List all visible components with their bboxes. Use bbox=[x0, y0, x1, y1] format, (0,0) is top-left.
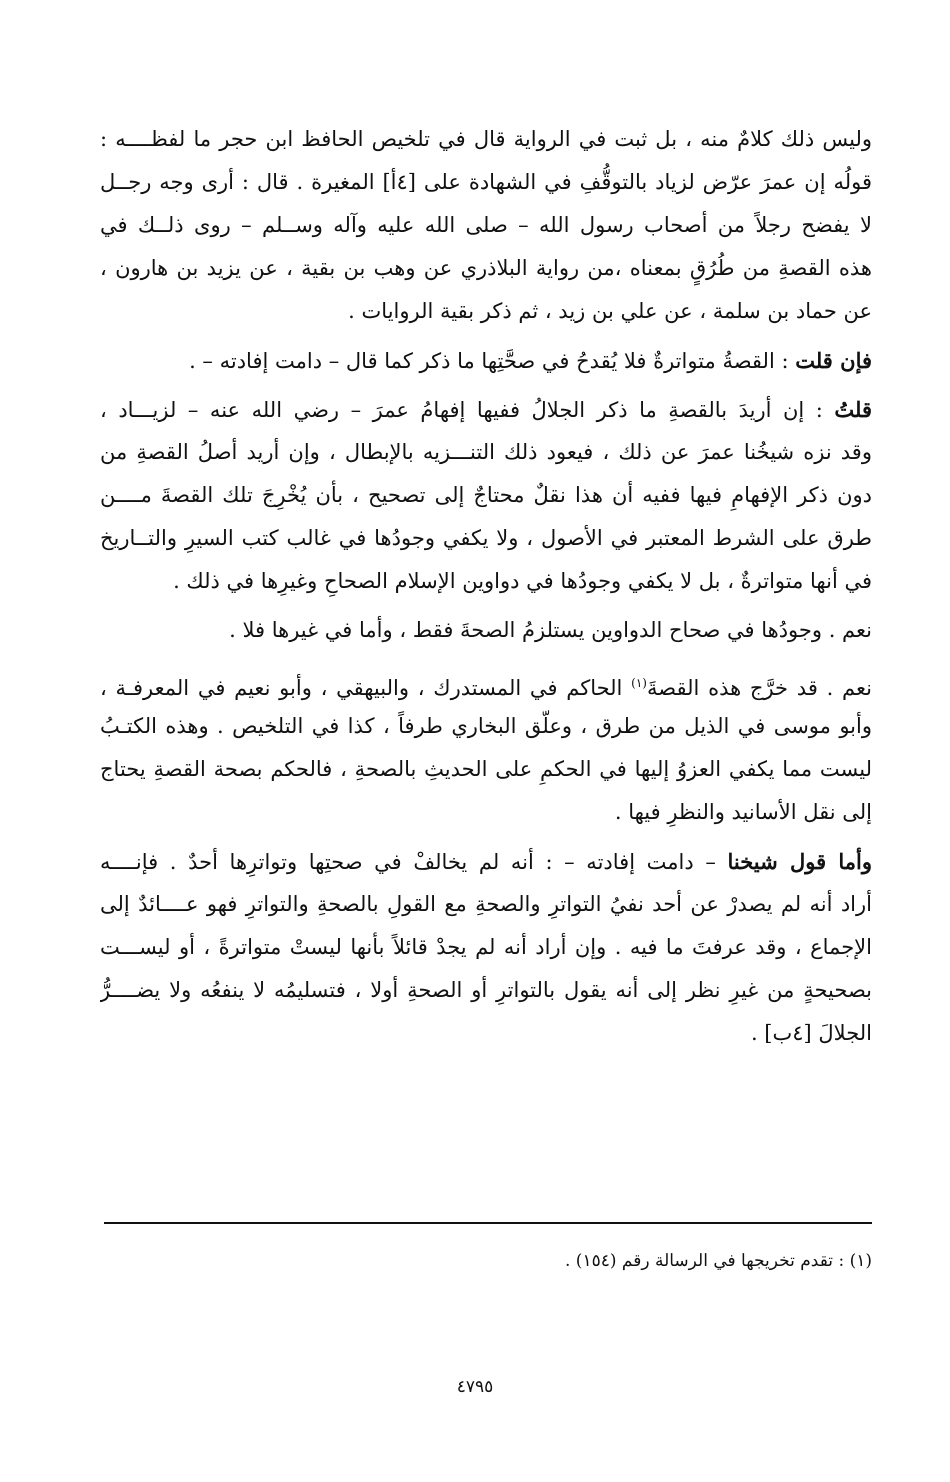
text-line: لا يفضح رجلاً من أصحاب رسول الله – صلى الله عليه وآله وســلم – روى ذلــك في bbox=[100, 213, 872, 237]
text-line: ليست مما يكفي العزوُ إليها في الحكمِ على الحديثِ بالصحةِ ، فالحكم بصحة القصةِ يحتاج bbox=[100, 757, 872, 781]
text-line: نعم . وجودُها في صحاح الدواوين يستلزمُ الصحةَ فقط ، وأما في غيرها فلا . bbox=[229, 618, 872, 642]
text-line bbox=[100, 388, 872, 431]
text-line bbox=[100, 339, 872, 382]
footnote-reference: (١) bbox=[631, 676, 647, 690]
text-line: بصحيحةٍ من غيرِ نظر إلى أنه يقول بالتواترِ أو الصحةِ أولا ، فتسليمُه لا ينفعُه ولا يضــــرُّ bbox=[100, 978, 872, 1002]
page-number: ٤٧٩٥ bbox=[456, 1377, 494, 1397]
text-run: : إن أريدَ بالقصةِ ما ذكر الجلالُ ففيها إفهامُ عمرَ – رضي الله عنه – لزيـــاد ، bbox=[100, 398, 835, 422]
text-line: وأبو موسى في الذيل من طرق ، وعلّق البخاري طرفاً ، كذا في التلخيص . وهذه الكتـبُ bbox=[100, 714, 872, 738]
text-line: عن حماد بن سلمة ، عن علي بن زيد ، ثم ذكر بقية الروايات . bbox=[348, 299, 872, 323]
text-line bbox=[100, 840, 872, 883]
paragraph-1 bbox=[100, 118, 872, 333]
text-line: الجلالَ [٤ب] . bbox=[750, 1021, 872, 1045]
text-line: هذه القصةِ من طُرُقٍ بمعناه ،من رواية البلاذري عن وهب بن بقية ، عن يزيد بن هارون ، bbox=[100, 256, 872, 280]
text-line: أراد أنه لم يصدرْ عن أحد نفيُ التواترِ والصحةِ مع القولِ بالصحةِ والتواترِ فهو عــــائدٌ إلى bbox=[100, 892, 872, 916]
text-run: نعم . قد خرَّج هذه القصةَ bbox=[646, 676, 872, 700]
text-line: في أنها متواترةٌ ، بل لا يكفي وجودُها في دواوين الإسلام الصحاحِ وغيرِها في ذلك . bbox=[173, 569, 872, 593]
paragraph-5 bbox=[100, 662, 872, 834]
text-line: الإجماع ، وقد عرفتَ ما فيه . وإن أراد أنه لم يجدْ قائلاً بأنها ليستْ متواترةً ، أو ليســـت bbox=[100, 935, 872, 959]
paragraph-4 bbox=[100, 609, 872, 652]
text-line: وليس ذلك كلامٌ منه ، بل ثبت في الرواية قال في تلخيص الحافظ ابن حجر ما لفظــــه : bbox=[100, 127, 872, 151]
text-run: الحاكم في المستدرك ، والبيهقي ، وأبو نعيم في المعرفـة ، bbox=[100, 676, 632, 700]
text-line: طرق على الشرط المعتبر في الأصول ، ولا يكفي وجودُها في غالب كتب السيرِ والتــاريخ bbox=[100, 526, 872, 550]
bold-lead: فإن قلت bbox=[795, 348, 872, 373]
text-run: : القصةُ متواترةٌ فلا يُقدحُ في صحَّتِها ما ذكر كما قال – دامت إفادته – . bbox=[189, 349, 796, 373]
bold-lead: وأما قول شيخنا bbox=[727, 849, 872, 874]
bold-lead: قلتُ bbox=[834, 397, 872, 422]
text-line: إلى نقل الأسانيد والنظرِ فيها . bbox=[614, 800, 872, 824]
text-run: – دامت إفادته – : أنه لم يخالفْ في صحتِها وتواترِها أحدٌ . فإنــــه bbox=[100, 850, 728, 874]
paragraph-2 bbox=[100, 339, 872, 382]
page-body bbox=[100, 118, 872, 1055]
text-line: دون ذكر الإفهامِ فيها ففيه أن هذا نقلٌ محتاجٌ إلى تصحيح ، بأن يُخْرِجَ تلك القصةَ مــــن bbox=[100, 483, 872, 507]
footnote: (١) : تقدم تخريجها في الرسالة رقم (١٥٤) . bbox=[565, 1251, 872, 1271]
text-line bbox=[100, 662, 872, 705]
paragraph-3 bbox=[100, 388, 872, 603]
text-line: قولُه إن عمرَ عرّض لزياد بالتوقُّفِ في الشهادة على [٤أ] المغيرة . قال : أرى وجه رجــل bbox=[100, 170, 872, 194]
text-line: وقد نزه شيخُنا عمرَ عن ذلك ، فيعود ذلك التنـــزيه بالإبطال ، وإن أريد أصلُ القصةِ من bbox=[100, 440, 872, 464]
paragraph-6 bbox=[100, 840, 872, 1055]
footnote-divider bbox=[104, 1222, 872, 1224]
